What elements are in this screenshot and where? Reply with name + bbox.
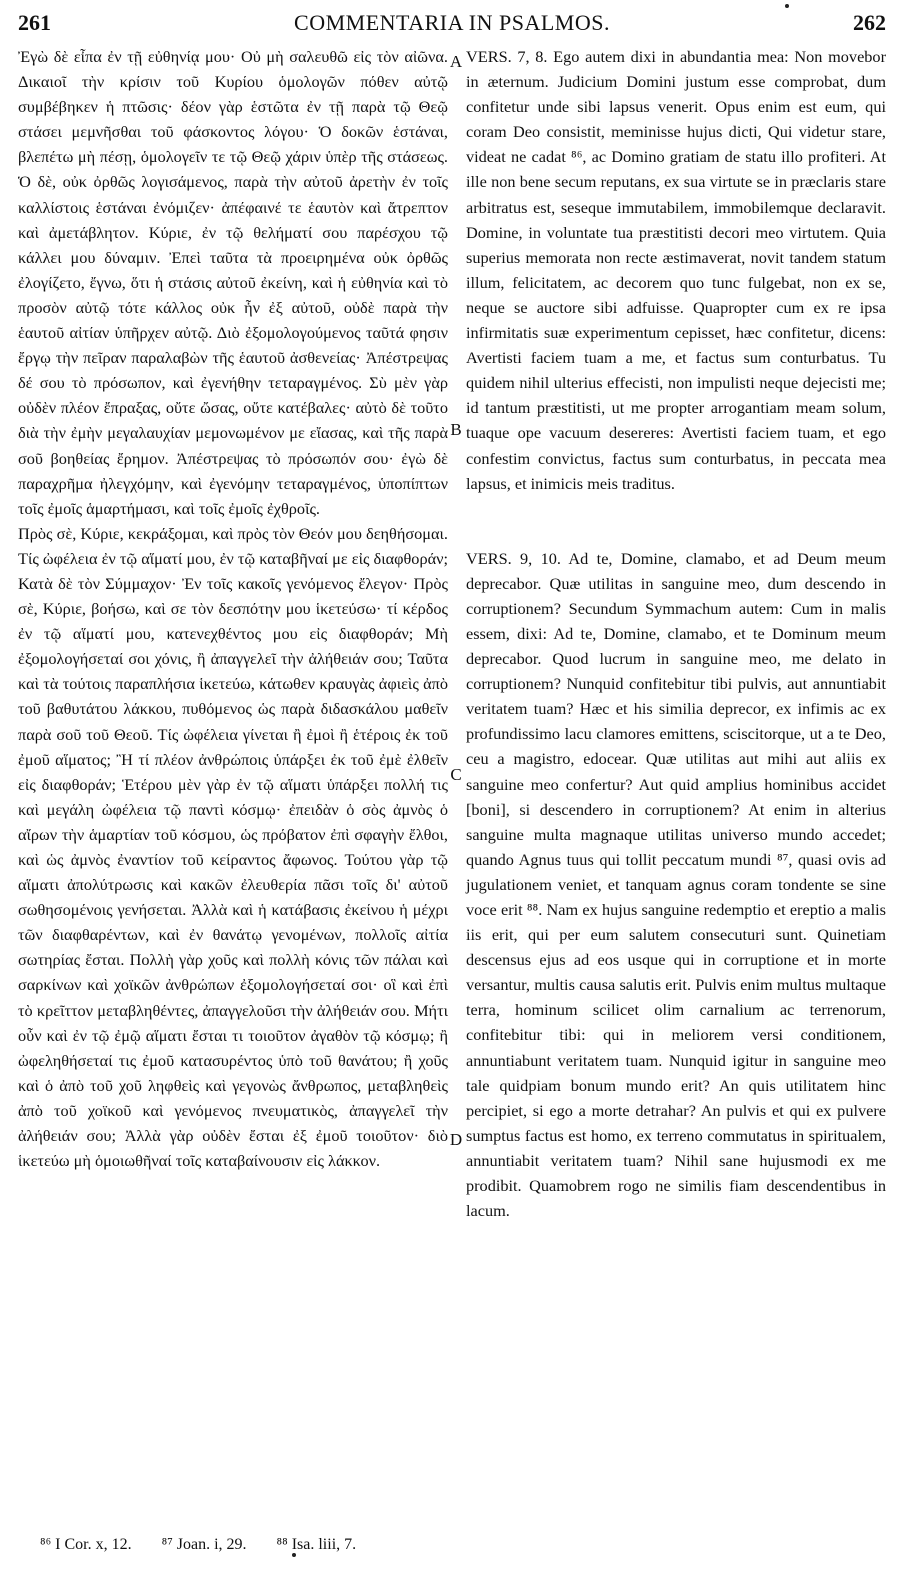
margin-letter-d: D bbox=[449, 1130, 463, 1149]
page-number-left: 261 bbox=[18, 10, 51, 35]
margin-letter-c: C bbox=[450, 765, 462, 784]
latin-paragraph-2: VERS. 9, 10. Ad te, Domine, clamabo, et ad Deum meum deprecabor. Quæ utilitas in sanguine meo, dum descendo in corruptionem? Secundum Symmachum autem: Cum in malis essem, dixi: Ad te, Domine, clamabo, et te Dominum meum deprecabor. Quod lucrum in sanguine meo, me delato in corruptionem? Nunquid confitebitur tibi pulvis, aut annuntiabit veritatem tuam? Hæc et his similia deprecor, ex infimis ac ex profundissimo lacu clamores emittens, sciscitorque, ut a te Deo, ceu a magistro, edocear. Quæ utilitas aut mihi aut aliis ex sanguine meo confertur? Aut quid amplius hominibus accidet [boni], si descendero in corruptionem? At enim in alterius sanguine multa magnaque utilitas universo mundo accedet; quando Agnus tuus qui tollit peccatum mundi ⁸⁷, quasi ovis ad jugulationem veniet, et tanquam agnus coram tondente se sine voce erit ⁸⁸. Nam ex hujus sanguine redemptio et ereptio a malis iis erit, qui per eum salutem consecuturi sunt. Quinetiam descensus ejus ad eos usque qui in corruptione et in morte versantur, multis causa salutis erit. Pulvis enim multus multaque terra, hominum scilicet olim carnalium ac terrenorum, confitebitur tibi: qui in meliorem versi conditionem, annuntiabunt veritatem tuam. Nunquid igitur in sanguine meo tale quidpiam bonum mundo erit? An quis utilitatem hinc percipiet, si ego a morte detrahar? An pulvis et qui ex pulvere sumptus factus est homo, ex terreno commutatus in spiritualem, annuntiabit veritatem tuam? Nihil sane hujusmodi ex me prodibit. Quamobrem rogo ne similis fiam descendentibus in lacum. bbox=[466, 548, 886, 1221]
margin-letter-b: B bbox=[450, 420, 462, 439]
greek-paragraph-1: Ἐγὼ δὲ εἶπα ἐν τῇ εὐθηνίᾳ μου· Οὐ μὴ σαλευθῶ εἰς τὸν αἰῶνα. Δικαιοῖ τὴν κρίσιν τοῦ Κυρίου ὁμολογῶν πόθεν αὐτῷ συμβέβηκεν ἡ πτῶσις· δέον γὰρ ἑστῶτα ἐν τῇ παρὰ τῷ Θεῷ στάσει μεμνῆσθαι τοῦ φάσκοντος λόγου· Ὁ δοκῶν ἑστάναι, βλεπέτω μὴ πέσῃ, ὁμολογεῖν τε τῷ Θεῷ χάριν ὑπὲρ τῆς στάσεως. Ὁ δὲ, οὐκ ὀρθῶς λογισάμενος, παρὰ τὴν αὐτοῦ ἀρετὴν ἐν τοῖς καλλίστοις ἑστάναι ἐνόμιζεν· ἀπέφαινέ τε ἑαυτὸν καὶ ἄτρεπτον καὶ ἀμετάβλητον. Κύριε, ἐν τῷ θελήματί σου παρέσχου τῷ κάλλει μου δύναμιν. Ἐπεὶ ταῦτα τὰ προειρημένα οὐκ ὀρθῶς ἐλογίζετο, ἔγνω, ὅτι ἡ στάσις αὐτοῦ ἐκείνη, καὶ ἡ εὐθηνία καὶ τὸ προσὸν αὐτῷ τότε κάλλος οὐκ ἦν ἐξ αὐτοῦ, οὐδὲ παρὰ τὴν ἑαυτοῦ αἰτίαν ὑπῆρχεν αὐτῷ. Διὸ ἐξομολογούμενος ταῦτά φησιν ἔργῳ τὴν πεῖραν παραλαβὼν τῆς ἑαυτοῦ ἀσθενείας· Ἀπέστρεψας δέ σου τὸ πρόσωπον, καὶ ἐγενήθην τεταραγμένος. Σὺ μὲν γὰρ οὐδὲν πλέον ἔπραξας, οὔτε ὤσας, οὔτε κατέβαλες· αὐτὸ δὲ τοῦτο διὰ τὴν ἐμὴν μεγαλαυχίαν μεμονωμένον με εἴασας, καὶ τῆς παρὰ σοῦ βοηθείας ἔρημον. Ἀπέστρεψας τὸ πρόσωπόν σου· ἐγὼ δὲ παραχρῆμα ἠλεγχόμην, καὶ ἐγενόμην τεταραγμένος, ὑποπίπτων τοῖς ἐμοῖς ἁμαρτήμασι, καὶ τοῖς ἐμοῖς ἐχθροῖς. bbox=[18, 47, 448, 518]
greek-column bbox=[18, 44, 448, 1173]
footnotes bbox=[40, 1536, 382, 1554]
latin-column bbox=[466, 44, 886, 1223]
running-title: COMMENTARIA IN PSALMOS. bbox=[294, 10, 610, 35]
ink-speck bbox=[292, 1553, 296, 1557]
footnote-88: ⁸⁸ Isa. liii, 7. bbox=[276, 1536, 357, 1553]
greek-paragraph-2: Πρὸς σὲ, Κύριε, κεκράξομαι, καὶ πρὸς τὸν Θεόν μου δεηθήσομαι. Τίς ὠφέλεια ἐν τῷ αἵματί μου, ἐν τῷ καταβῆναί με εἰς διαφθοράν; Κατὰ δὲ τὸν Σύμμαχον· Ἐν τοῖς κακοῖς γενόμενος ἔλεγον· Πρὸς σὲ, Κύριε, βοήσω, καὶ σε τὸν δεσπότην μου ἱκετεύσω· τί κέρδος ἐν τῷ αἵματί μου, κατενεχθέντος μου εἰς διαφθοράν; Μὴ ἐξομολογήσεταί σοι χόνις, ἢ ἀπαγγελεῖ τὴν ἀλήθειάν σου; Ταῦτα καὶ τὰ τούτοις παραπλήσια ἱκετεύω, κάτωθεν κραυγὰς ἀφιεὶς ἀπὸ τοῦ βαθυτάτου λάκκου, πυθόμενος ὡς παρὰ διδασκάλου μαθεῖν παρὰ σοῦ τοῦ Θεοῦ. Τίς ὠφέλεια γίνεται ἢ ἐμοὶ ἢ ἑτέροις ἐκ τοῦ ἐμοῦ αἵματος; Ἢ τί πλέον ἀνθρώποις ὑπάρξει ἐκ τοῦ ἐμὲ ἐλθεῖν εἰς διαφθοράν; Ἑτέρου μὲν γὰρ ἐν τῷ αἵματι ὑπάρξει πολλή τις καὶ μεγάλη ὠφέλεια τῷ παντὶ κόσμῳ· ἐπειδὰν ὁ σὸς ἀμνὸς ὁ αἴρων τὴν ἁμαρτίαν τοῦ κόσμου, ὡς πρόβατον ἐπὶ σφαγὴν ἔλθοι, καὶ ὡς ἀμνὸς ἐναντίον τοῦ κείραντος ἄφωνος. Τούτου γὰρ τῷ αἵματι ἀπολύτρωσις καὶ κακῶν ἐλευθερία πᾶσι τοῖς δι' αὐτοῦ σωθησομένοις γενήσεται. Ἀλλὰ καὶ ἡ κατάβασις ἐκείνου ἡ μέχρι τῶν διαφθαρέντων, καὶ ἐν θανάτῳ γενομένων, πολλοῖς αἰτία σωτηρίας ἔσται. Πολλὴ γὰρ χοῦς καὶ πολλὴ κόνις τῶν πάλαι καὶ σαρκίνων καὶ χοϊκῶν ἀνθρώπων ἐξομολογήσεταί σοι· οἳ καὶ ἐπὶ τὸ κρεῖττον μεταβληθέντες, ἀπαγγελοῦσι τὴν ἀλήθειάν σου. Μήτι οὖν καὶ ἐν τῷ ἐμῷ αἵματι ἔσται τι τοιοῦτον ἀγαθὸν τῷ κόσμῳ; ἢ ὠφεληθήσεταί τις ἐμοῦ κατασυρέντος ὑπὸ τοῦ θανάτου; ἢ χοῦς καὶ ὁ ἀπὸ τοῦ χοῦ ληφθεὶς καὶ γεγονὼς ἄνθρωπος, μεταβληθεὶς ἀπὸ τοῦ χοϊκοῦ καὶ γενόμενος πνευματικὸς, ἀπαγγελεῖ τὴν ἀλήθειάν σου; Ἀλλὰ γὰρ οὐδὲν ἔσται ἐξ ἐμοῦ τοιοῦτον· διὸ ἱκετεύω μὴ ὁμοιωθῆναί τοῖς καταβαίνουσιν εἰς λάκκον. bbox=[18, 523, 448, 1171]
latin-paragraph-1: VERS. 7, 8. Ego autem dixi in abundantia mea: Non movebor in æternum. Judicium Domini justum esse comprobat, dum confitetur unde sibi lapsus venerit. Opus enim est eum, qui coram Deo consistit, meminisse hujus dicti, Qui videtur stare, videat ne cadat ⁸⁶, ac Domino gratiam de statu illo profiteri. At ille non bene secum reputans, ex sua virtute se in præclaris stare arbitratus est, seseque immutabilem, immobilemque declaravit. Domine, in voluntate tua præstitisti decori meo virtutem. Quia superius memorata non recte æstimaverat, novit tandem statum illum, felicitatem, ac decorem quo tunc fulgebat, non ex se, neque se auctore sibi adfuisse. Quapropter cum ex re ipsa infirmitatis suæ experimentum cepisset, hæc confitetur, dicens: Avertisti faciem tuam a me, et factus sum conturbatus. Tu quidem nihil ulterius effecisti, non impulisti neque dejecisti me; id tantum præstitisti, ut me propter arrogantiam meam solum, tuaque ope vacuum desereres: Avertisti faciem tuam, et ego confestim convictus, factus sum conturbatus, in peccata mea lapsus, et inimicis meis traditus. bbox=[466, 47, 886, 493]
footnote-86: ⁸⁶ I Cor. x, 12. bbox=[40, 1536, 132, 1553]
ink-speck bbox=[785, 4, 789, 8]
footnote-87: ⁸⁷ Joan. i, 29. bbox=[161, 1536, 247, 1553]
margin-letter-a: A bbox=[449, 52, 463, 71]
page-number-right: 262 bbox=[853, 10, 886, 35]
running-header bbox=[18, 10, 886, 40]
